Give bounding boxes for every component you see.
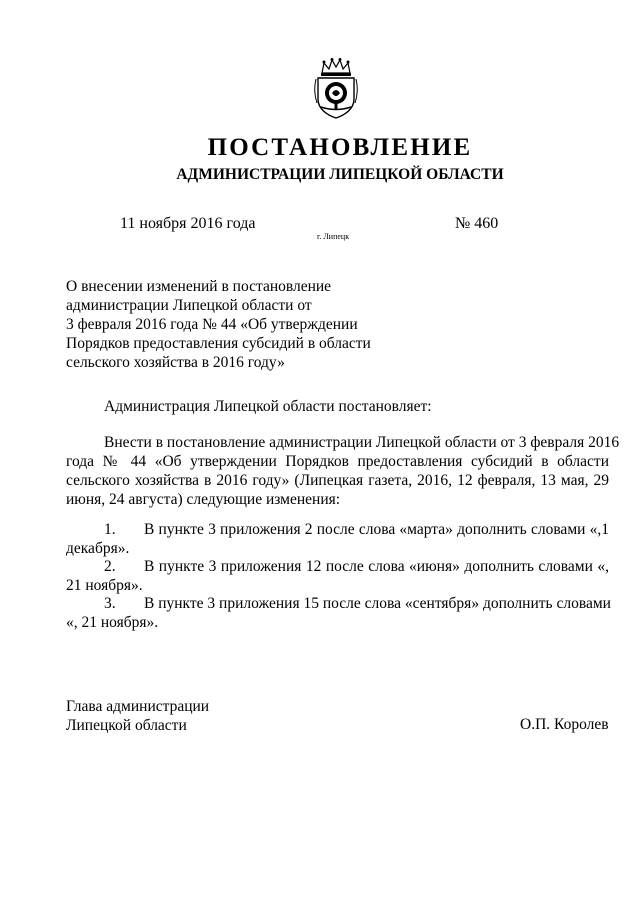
- list-item: [66, 520, 609, 558]
- list-item: [66, 594, 609, 632]
- subject-line: Порядков предоставления субсидий в области: [66, 335, 371, 352]
- subject-line: 3 февраля 2016 года № 44 «Об утверждении: [66, 316, 358, 333]
- body-paragraph: [66, 433, 620, 509]
- body-line: июня, 24 августа) следующие изменения:: [66, 491, 341, 508]
- signatory-name: О.П. Королев: [520, 716, 609, 733]
- body-line: года № 44 «Об утверждении Порядков предоставления субсидий в области: [66, 453, 609, 470]
- document-subject: [66, 277, 386, 372]
- coat-of-arms-icon: [312, 57, 360, 119]
- item-line: декабря».: [66, 540, 130, 557]
- body-line: сельского хозяйства в 2016 году» (Липецкая газета, 2016, 12 февраля, 13 мая, 29: [66, 472, 609, 489]
- item-line: «, 21 ноября».: [66, 614, 159, 631]
- list-item: [66, 557, 609, 595]
- item-number: 2.: [104, 558, 116, 575]
- signatory-position-line: Липецкой области: [66, 717, 187, 734]
- intro-text: Администрация Липецкой области постановляет:: [104, 398, 432, 415]
- subject-line: администрации Липецкой области от: [66, 297, 312, 314]
- document-title: ПОСТАНОВЛЕНИЕ: [207, 134, 473, 161]
- item-number: 1.: [104, 521, 116, 538]
- body-line: Внести в постановление администрации Липецкой области от 3 февраля 2016: [104, 434, 620, 451]
- item-line: В пункте 3 приложения 12 после слова «июня» дополнить словами «,: [144, 558, 609, 575]
- signatory-position-line: Глава администрации: [66, 698, 210, 715]
- item-line: В пункте 3 приложения 15 после слова «сентября» дополнить словами: [144, 595, 611, 612]
- item-number: 3.: [104, 595, 116, 612]
- document-city: г. Липецк: [317, 232, 350, 241]
- subject-line: сельского хозяйства в 2016 году»: [66, 354, 285, 371]
- subject-line: О внесении изменений в постановление: [66, 278, 332, 295]
- item-line: В пункте 3 приложения 2 после слова «марта» дополнить словами «,1: [144, 521, 609, 538]
- signatory-position: [66, 697, 209, 735]
- item-line: 21 ноября».: [66, 577, 143, 594]
- document-number: № 460: [455, 215, 499, 232]
- document-subtitle: АДМИНИСТРАЦИИ ЛИПЕЦКОЙ ОБЛАСТИ: [176, 166, 504, 183]
- document-date: 11 ноября 2016 года: [120, 215, 256, 232]
